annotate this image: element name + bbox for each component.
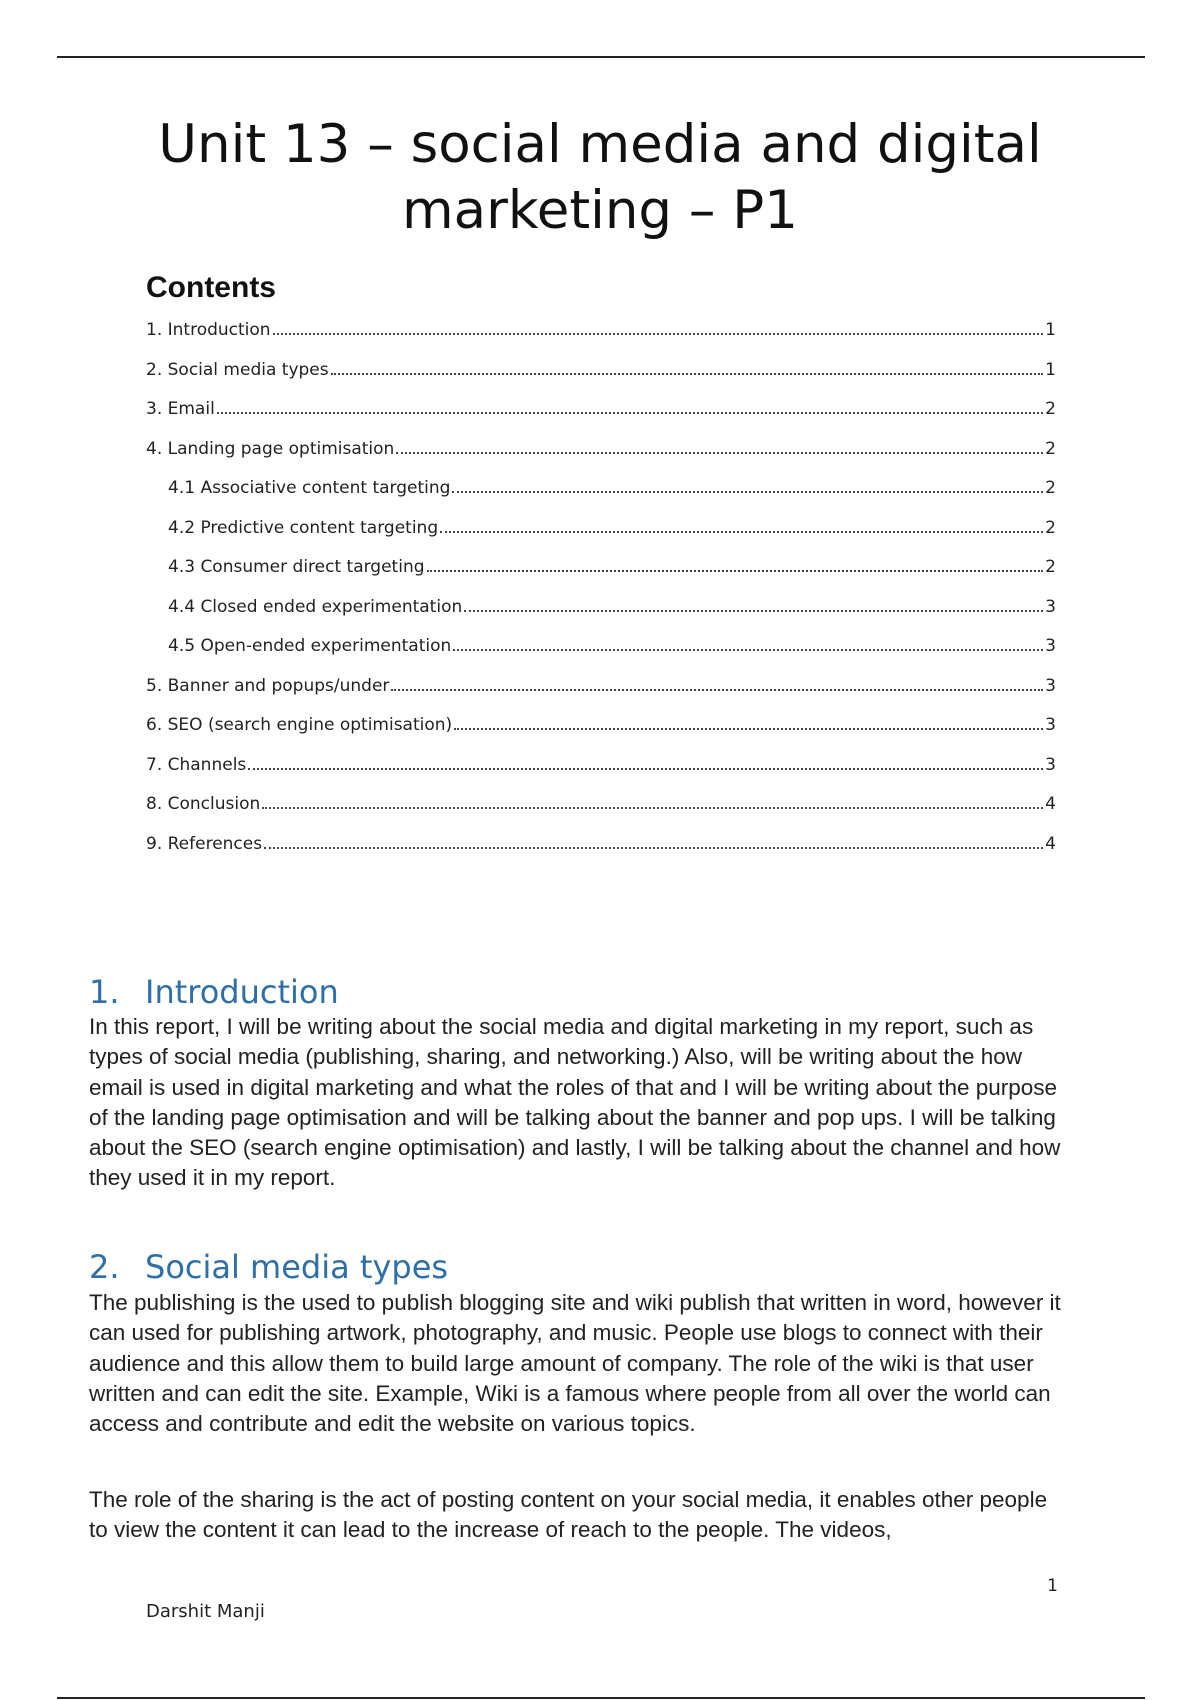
toc-dot-leader <box>440 531 1043 533</box>
toc-dot-leader <box>248 768 1043 770</box>
toc-dot-leader <box>464 610 1043 612</box>
toc-entry-label: 5. Banner and popups/under <box>146 675 390 696</box>
section-title: Social media types <box>145 1248 449 1286</box>
toc-dot-leader <box>453 649 1043 651</box>
toc-entry-label: 4.3 Consumer direct targeting <box>168 557 425 577</box>
toc-entry-label: 4.4 Closed ended experimentation <box>168 596 463 617</box>
toc-dot-leader <box>454 728 1043 730</box>
toc-entry-page: 4 <box>1045 794 1056 814</box>
toc-entry-label: 4. Landing page optimisation <box>146 438 395 459</box>
toc-dot-leader <box>217 412 1043 414</box>
toc-entry-label: 1. Introduction <box>146 320 271 340</box>
toc-dot-leader <box>273 333 1044 335</box>
toc-entry-page: 2 <box>1045 399 1056 419</box>
toc-heading: Contents <box>146 271 276 304</box>
toc-entry-page: 3 <box>1045 754 1056 775</box>
toc-entry-channels[interactable] <box>146 755 1056 795</box>
toc-entry-page: 3 <box>1045 636 1056 656</box>
footer-rule <box>57 1697 1145 1699</box>
toc-dot-leader <box>427 570 1044 572</box>
toc-dot-leader <box>262 807 1043 809</box>
toc-entry-label: 8. Conclusion <box>146 794 261 814</box>
section-heading-introduction <box>89 972 339 1012</box>
toc-dot-leader <box>391 689 1043 691</box>
toc-entry-page: 3 <box>1045 596 1056 617</box>
toc-entry-label: 7. Channels <box>146 754 247 775</box>
toc-entry-social-media-types[interactable] <box>146 360 1056 400</box>
toc-entry-page: 2 <box>1045 478 1056 498</box>
toc-entry-consumer-direct-targeting[interactable] <box>146 557 1056 597</box>
introduction-paragraph: In this report, I will be writing about the social media and digital marketing in my report, such as types of social media (publishing, sharing, and networking.) Also, will be writing about the how email is used in digital marketing and what the roles of that and I will be writing about the purpose of the landing page optimisation and will be talking about the banner and pop ups. I will be talking about the SEO (search engine optimisation) and lastly, I will be talking about the channel and how they used it in my report. <box>89 1014 1061 1191</box>
toc-entry-label: 3. Email <box>146 399 215 419</box>
table-of-contents <box>146 320 1056 873</box>
toc-entry-page: 1 <box>1045 320 1056 340</box>
toc-entry-open-ended-experimentation[interactable] <box>146 636 1056 676</box>
toc-entry-closed-ended-experimentation[interactable] <box>146 597 1056 637</box>
toc-entry-introduction[interactable] <box>146 320 1056 360</box>
document-title: Unit 13 – social media and digital marketing – P1 <box>158 114 1042 241</box>
social-media-paragraph: The publishing is the used to publish blogging site and wiki publish that written in word, however it can used for publishing artwork, photography, and music. People use blogs to connect with their audience and this allow them to build large amount of company. The role of the wiki is that user written and can edit the site. Example, Wiki is a famous where people from all over the world can access and contribute and edit the website on various topics. <box>89 1290 1061 1437</box>
toc-entry-label: 4.1 Associative content targeting <box>168 478 451 498</box>
toc-entry-conclusion[interactable] <box>146 794 1056 834</box>
toc-entry-seo[interactable] <box>146 715 1056 755</box>
toc-entry-page: 4 <box>1045 833 1056 854</box>
section-number: 2. <box>89 1248 120 1286</box>
toc-entry-page: 3 <box>1045 715 1056 735</box>
toc-dot-leader <box>452 491 1043 493</box>
toc-dot-leader <box>396 452 1043 454</box>
page-number: 1 <box>1047 1576 1058 1596</box>
toc-entry-page: 1 <box>1045 359 1056 380</box>
toc-entry-label: 4.2 Predictive content targeting <box>168 517 439 538</box>
toc-entry-page: 2 <box>1045 557 1056 577</box>
toc-entry-page: 2 <box>1045 517 1056 538</box>
social-media-paragraph: The role of the sharing is the act of posting content on your social media, it enables other people to view the content it can lead to the increase of reach to the people. The videos, <box>89 1487 1048 1543</box>
toc-entry-banner-and-popups[interactable] <box>146 676 1056 716</box>
section-title: Introduction <box>145 973 339 1011</box>
section-heading-social-media-types <box>89 1247 448 1287</box>
toc-entry-predictive-content-targeting[interactable] <box>146 518 1056 558</box>
toc-dot-leader <box>331 373 1044 375</box>
toc-entry-associative-content-targeting[interactable] <box>146 478 1056 518</box>
toc-entry-label: 9. References <box>146 833 263 854</box>
header-rule <box>57 56 1145 58</box>
toc-dot-leader <box>264 847 1043 849</box>
toc-entry-references[interactable] <box>146 834 1056 874</box>
section-number: 1. <box>89 973 120 1011</box>
toc-entry-label: 6. SEO (search engine optimisation) <box>146 715 453 735</box>
toc-entry-label: 2. Social media types <box>146 359 329 380</box>
toc-entry-page: 3 <box>1045 675 1056 696</box>
footer-author: Darshit Manji <box>146 1601 265 1622</box>
toc-entry-email[interactable] <box>146 399 1056 439</box>
toc-entry-landing-page-optimisation[interactable] <box>146 439 1056 479</box>
toc-entry-label: 4.5 Open-ended experimentation <box>168 636 452 656</box>
toc-entry-page: 2 <box>1045 438 1056 459</box>
